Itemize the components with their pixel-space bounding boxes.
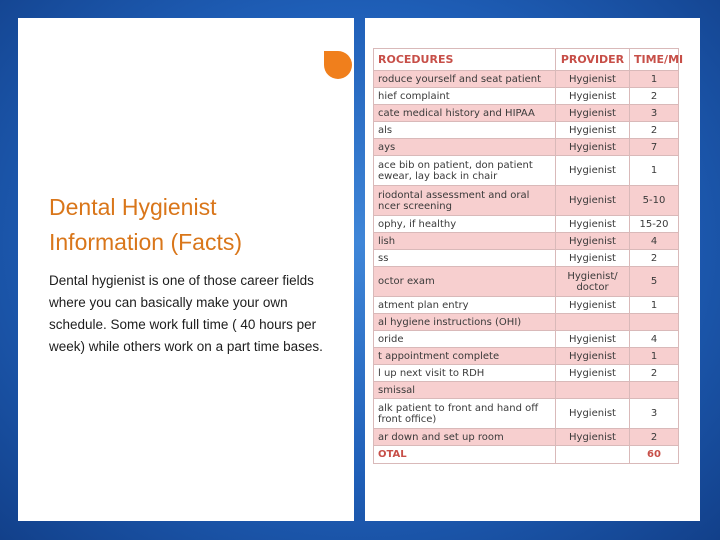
provider-cell: Hygienist xyxy=(556,186,630,216)
procedure-cell: oride xyxy=(374,331,556,348)
procedure-cell: t appointment complete xyxy=(374,348,556,365)
provider-cell: Hygienist xyxy=(556,122,630,139)
table-row xyxy=(374,446,679,464)
table-row xyxy=(374,88,679,105)
procedure-cell: atment plan entry xyxy=(374,297,556,314)
table-row xyxy=(374,399,679,429)
table-row xyxy=(374,297,679,314)
table-row xyxy=(374,216,679,233)
time-cell: 3 xyxy=(630,105,679,122)
procedure-cell: ss xyxy=(374,250,556,267)
table-row xyxy=(374,267,679,297)
procedure-cell: hief complaint xyxy=(374,88,556,105)
provider-cell: Hygienist xyxy=(556,71,630,88)
procedure-cell: cate medical history and HIPAA xyxy=(374,105,556,122)
provider-cell xyxy=(556,314,630,331)
header-provider: PROVIDER xyxy=(556,49,630,71)
title-line-2: Information (Facts) xyxy=(49,229,242,255)
table-row xyxy=(374,382,679,399)
table-row xyxy=(374,122,679,139)
time-cell: 1 xyxy=(630,297,679,314)
procedure-cell: riodontal assessment and oral ncer screening xyxy=(374,186,556,216)
procedure-cell: ar down and set up room xyxy=(374,429,556,446)
time-cell: 2 xyxy=(630,88,679,105)
procedure-cell: l up next visit to RDH xyxy=(374,365,556,382)
procedure-cell: smissal xyxy=(374,382,556,399)
provider-cell: Hygienist xyxy=(556,156,630,186)
table-row xyxy=(374,156,679,186)
time-cell xyxy=(630,382,679,399)
procedure-cell: ophy, if healthy xyxy=(374,216,556,233)
time-cell: 1 xyxy=(630,348,679,365)
table-row xyxy=(374,365,679,382)
provider-cell: Hygienist xyxy=(556,216,630,233)
provider-cell: Hygienist/ doctor xyxy=(556,267,630,297)
table-row xyxy=(374,429,679,446)
provider-cell: Hygienist xyxy=(556,88,630,105)
slide-title xyxy=(49,190,349,260)
table-row xyxy=(374,186,679,216)
table-header-row xyxy=(374,49,679,71)
procedure-cell: al hygiene instructions (OHI) xyxy=(374,314,556,331)
time-cell: 4 xyxy=(630,233,679,250)
procedure-cell: octor exam xyxy=(374,267,556,297)
slide-body-text: Dental hygienist is one of those career fields where you can basically make your own schedule. Some work full time ( 40 hours per week) while others work on a part time bases. xyxy=(49,273,323,354)
procedures-table-image xyxy=(373,48,684,486)
provider-cell: Hygienist xyxy=(556,399,630,429)
header-time: TIME/MI xyxy=(630,49,679,71)
procedure-cell: lish xyxy=(374,233,556,250)
time-cell: 4 xyxy=(630,331,679,348)
provider-cell: Hygienist xyxy=(556,429,630,446)
table-row xyxy=(374,348,679,365)
procedure-cell: ace bib on patient, don patient ewear, lay back in chair xyxy=(374,156,556,186)
time-cell: 15-20 xyxy=(630,216,679,233)
procedure-cell: alk patient to front and hand off front office) xyxy=(374,399,556,429)
provider-cell: Hygienist xyxy=(556,105,630,122)
table-row xyxy=(374,139,679,156)
time-cell: 5 xyxy=(630,267,679,297)
time-cell: 2 xyxy=(630,122,679,139)
title-line-1: Dental Hygienist xyxy=(49,194,217,220)
provider-cell xyxy=(556,382,630,399)
time-cell: 1 xyxy=(630,156,679,186)
provider-cell: Hygienist xyxy=(556,331,630,348)
time-cell: 1 xyxy=(630,71,679,88)
time-cell: 3 xyxy=(630,399,679,429)
orange-accent-shape xyxy=(324,51,352,79)
table-row xyxy=(374,233,679,250)
table-row xyxy=(374,71,679,88)
procedure-cell: OTAL xyxy=(374,446,556,464)
table-row xyxy=(374,105,679,122)
time-cell: 2 xyxy=(630,365,679,382)
time-cell xyxy=(630,314,679,331)
time-cell: 2 xyxy=(630,429,679,446)
procedures-table xyxy=(373,48,684,464)
time-cell: 2 xyxy=(630,250,679,267)
table-row xyxy=(374,314,679,331)
table-row xyxy=(374,331,679,348)
provider-cell: Hygienist xyxy=(556,233,630,250)
text-panel xyxy=(18,18,354,521)
procedure-cell: als xyxy=(374,122,556,139)
table-row xyxy=(374,250,679,267)
provider-cell: Hygienist xyxy=(556,297,630,314)
header-procedures: ROCEDURES xyxy=(374,49,556,71)
procedure-cell: roduce yourself and seat patient xyxy=(374,71,556,88)
image-panel xyxy=(365,18,700,521)
provider-cell: Hygienist xyxy=(556,348,630,365)
provider-cell: Hygienist xyxy=(556,250,630,267)
provider-cell: Hygienist xyxy=(556,365,630,382)
time-cell: 7 xyxy=(630,139,679,156)
procedure-cell: ays xyxy=(374,139,556,156)
time-cell: 60 xyxy=(630,446,679,464)
provider-cell xyxy=(556,446,630,464)
provider-cell: Hygienist xyxy=(556,139,630,156)
time-cell: 5-10 xyxy=(630,186,679,216)
